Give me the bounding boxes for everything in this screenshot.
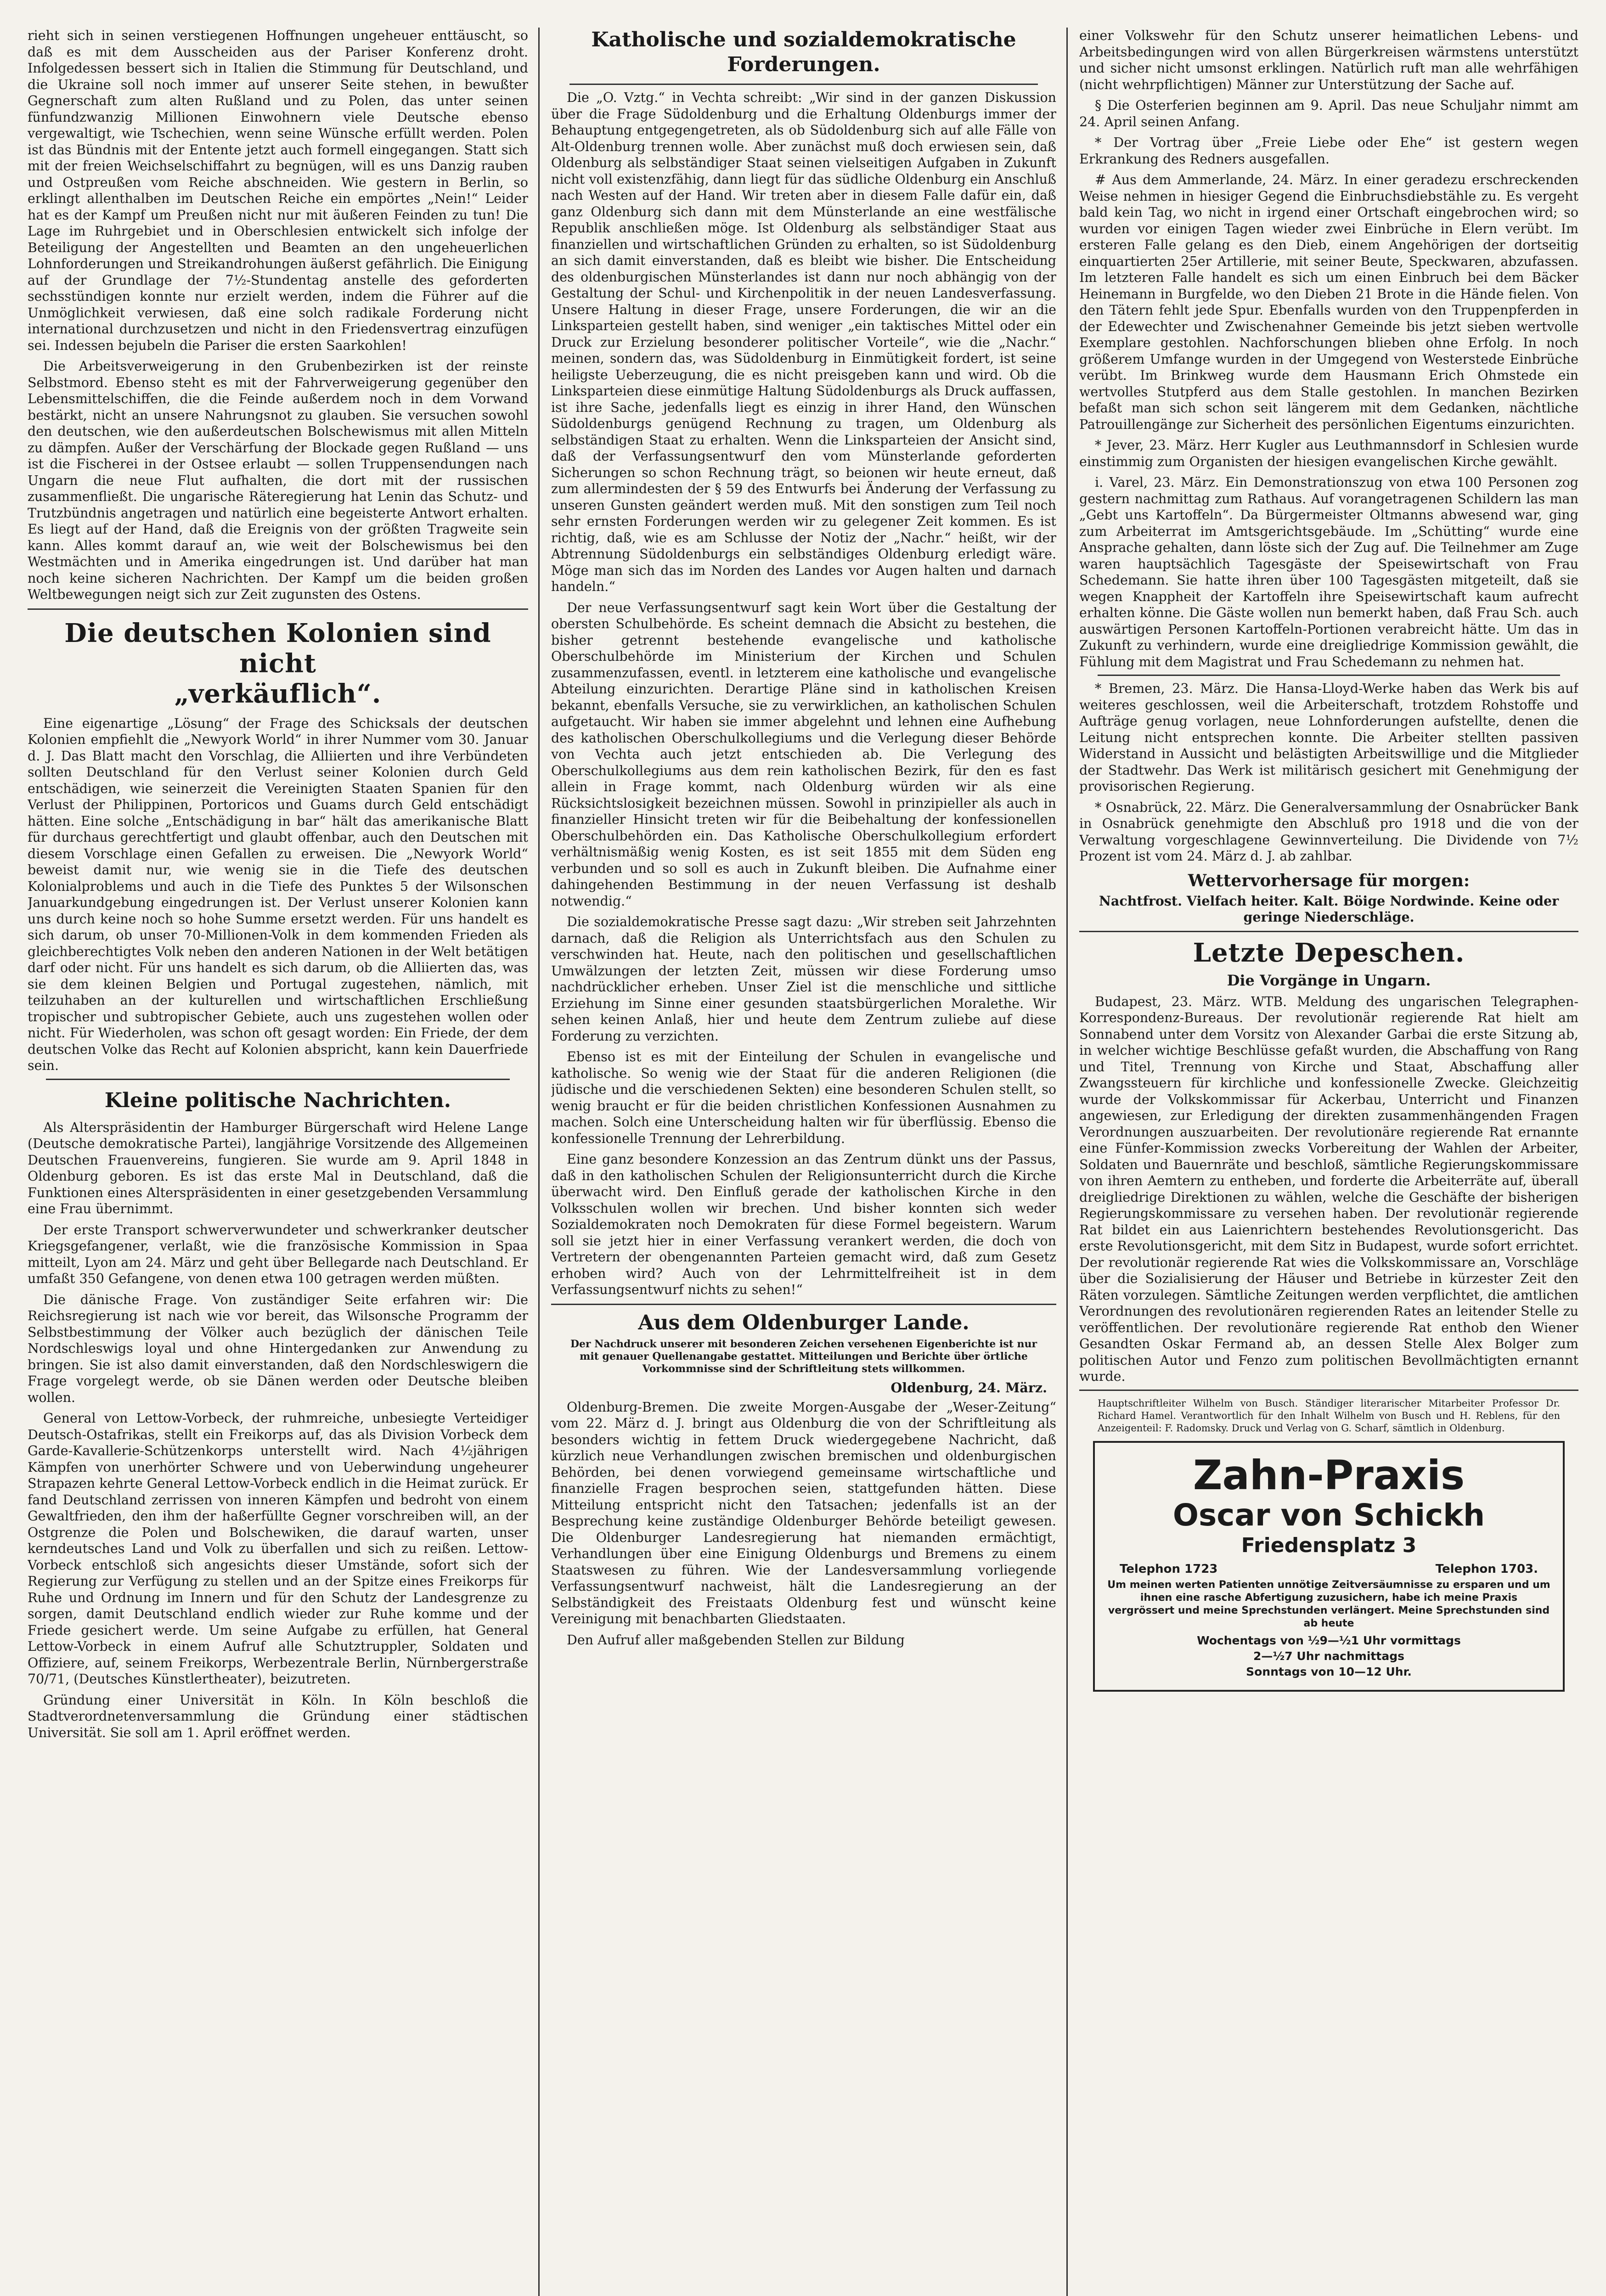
column-divider — [1066, 28, 1068, 2296]
headline-line: „verkäuflich“. — [174, 678, 382, 709]
article-paragraph: Oldenburg-Bremen. Die zweite Morgen-Ausgabe der „Weser-Zeitung“ vom 22. März d. J. bringt aus Oldenburg die von der Schriftleitung als besonders wichtig in fettem Druck wiedergegebene Nachricht, daß kürzlich neue Verhandlungen zwischen bremischen und oldenburgischen Behörden, bei denen vorwiegend gemeinsame wirtschaftliche und finanzielle Fragen besprochen seien, stattgefunden hätten. Diese Mitteilung entspricht nicht den Tatsachen; jedenfalls ist an der Besprechung keine zuständige Oldenburger Behörde beteiligt gewesen. Die Oldenburger Landesregierung hat niemanden ermächtigt, Verhandlungen über eine Einigung Oldenburgs und Bremens zu einem Staatswesen zu führen. Wie der Landesversammlung vorliegende Verfassungsentwurf nachweist, hält die Landesregierung an der Selbständigkeit des Freistaats Oldenburg fest und wünscht keine Vereinigung mit benachbarten Gliedstaaten. — [551, 1399, 1056, 1626]
headline-letzte-depeschen: Letzte Depeschen. — [1193, 937, 1465, 968]
section-divider — [569, 84, 1038, 85]
article-paragraph: i. Varel, 23. März. Ein Demonstrationszug von etwa 100 Personen zog gestern nachmittag zum Rathaus. Auf vorangetragenen Schildern las man „Gebt uns Kartoffeln“. Da Bürgermeister Oltmanns abwesend war, ging zum Arbeiterrat im Amtsgerichtsgebäude. Im „Schütting“ wurde eine Ansprache gehalten, dann löste sich der Zug auf. Die Teilnehmer am Zuge waren hauptsächlich Tagesgäste der Speisewirtschaft von Frau Schedemann. Sie hatte ihren über 100 Tagesgästen mitgeteilt, daß sie wegen Knappheit der Kartoffeln ihre Speisewirtschaft kaum aufrecht erhalten könne. Die Gäste wollen nun bemerkt haben, daß Frau Sch. auch auswärtigen Personen Kartoffeln-Portionen verabreicht hätte. Um das in Zukunft zu verhindern, wurde eine dreigliedrige Kommission gewählt, die Fühlung mit dem Magistrat und Frau Schedemann zu nehmen hat. — [1079, 475, 1578, 670]
column-middle — [551, 28, 1056, 2296]
column-divider — [538, 28, 540, 2296]
headline-oldenburger-lande: Aus dem Oldenburger Lande. — [638, 1311, 969, 1334]
weather-heading: Wettervorhersage für morgen: — [1188, 871, 1470, 890]
column-left — [28, 28, 528, 2296]
article-paragraph: * Osnabrück, 22. März. Die Generalversammlung der Osnabrücker Bank in Osnabrück genehmigte den Abschluß pro 1918 und die von der Verwaltung vorgeschlagene Gewinnverteilung. Die Dividende von 7½ Prozent ist vom 24. März d. J. ab zahlbar. — [1079, 799, 1578, 864]
reprint-note: Der Nachdruck unserer mit besonderen Zeichen versehenen Eigenberichte ist nur mit genauer Quellenangabe gestattet. Mitteilungen und Berichte über örtliche Vorkommnisse sind der Schriftleitung stets willkommen. — [570, 1338, 1037, 1375]
ad-title: Zahn-Praxis — [1193, 1451, 1465, 1499]
newspaper-page — [28, 28, 1578, 2296]
section-divider — [551, 1304, 1056, 1305]
section-divider — [1098, 675, 1560, 676]
section-divider — [28, 608, 528, 610]
article-paragraph: Eine eigenartige „Lösung“ der Frage des Schicksals der deutschen Kolonien empfiehlt die „Newyork World“ in ihrer Nummer vom 30. Januar d. J. Das Blatt macht den Vorschlag, die Alliierten und ihre Verbündeten sollten Deutschland für den Verlust seiner Kolonien durch Geld entschädigen, wie seinerzeit die Vereinigten Staaten Spanien für den Verlust der Philippinen, Portoricos und Guams durch Geld entschädigt hätten. Eine solche „Entschädigung in bar“ hält das amerikanische Blatt für durchaus gerechtfertigt und glaubt offenbar, auch den Deutschen mit diesem Vorschlage einen Gefallen zu erweisen. Die „Newyork World“ beweist damit nur, wie wenig sie in die Tiefe des deutschen Kolonialproblems und auch in die Tiefe des Punktes 5 der Wilsonschen Januarkundgebung eingedrungen ist. Der Verlust unserer Kolonien kann uns durch keine noch so hohe Summe ersetzt werden. Für uns handelt es sich darum, ob unser 70-Millionen-Volk in dem kommenden Frieden als gleichberechtigtes Volk neben den anderen Nationen in der Welt betätigen darf oder nicht. Für uns handelt es sich darum, ob die Alliierten das, was sie dem kleinen Belgien und Portugal zugestehen, nämlich, mit teilzuhaben an der kulturellen und wirtschaftlichen Erschließung tropischer und subtropischer Gebiete, auch uns zugestehen wollen oder nicht. Für Wiederholen, was schon oft gesagt worden: Ein Friede, der dem deutschen Volke das Recht auf Kolonien abspricht, kann kein Dauerfriede sein. — [28, 715, 528, 1073]
ad-hours-line: 2—½7 Uhr nachmittags — [1253, 1649, 1404, 1663]
article-paragraph: Den Aufruf aller maßgebenden Stellen zur Bildung — [567, 1632, 905, 1648]
article-paragraph: § Die Osterferien beginnen am 9. April. Das neue Schuljahr nimmt am 24. April seinen Anfang. — [1079, 98, 1578, 129]
article-paragraph: Als Alterspräsidentin der Hamburger Bürgerschaft wird Helene Lange (Deutsche demokratische Partei), langjährige Vorsitzende des Allgemeinen Deutschen Frauenvereins, fungieren. Sie wurde am 9. April 1848 in Oldenburg geboren. Es ist das erste Mal in Deutschland, daß die Funktionen eines Alterspräsidenten in einer gesetzgebenden Versammlung eine Frau übernimmt. — [28, 1120, 528, 1216]
ad-hours-line: Sonntags von 10—12 Uhr. — [1246, 1665, 1412, 1678]
article-paragraph: Die dänische Frage. Von zuständiger Seite erfahren wir: Die Reichsregierung ist nach wie vor bereit, das Wilsonsche Programm der Selbstbestimmung der Völker auch bezüglich der dänischen Teile Nordschleswigs loyal und ohne Hintergedanken zur Anwendung zu bringen. Sie ist also damit einverstanden, daß den Nordschleswigern die Frage vorgelegt werde, ob sie Dänen werden oder Deutsche bleiben wollen. — [28, 1292, 528, 1405]
article-paragraph: * Jever, 23. März. Herr Kugler aus Leuthmannsdorf in Schlesien wurde einstimmig zum Organisten der hiesigen evangelischen Kirche gewählt. — [1079, 438, 1578, 469]
ad-phone: Telephon 1703. — [1435, 1562, 1538, 1576]
article-paragraph: Budapest, 23. März. WTB. Meldung des ungarischen Telegraphen-Korrespondenz-Bureaus. Der revolutionär regierende Rat hielt am Sonnabend unter dem Vorsitz von Alexander Garbai die erste Sitzung ab, in welcher wichtige Beschlüsse gefaßt wurden, die Abschaffung von Rang und Titel, Trennung von Kirche und Staat, Abschaffung aller Zwangssteuern für kirchliche und konfessionelle Zwecke. Gleichzeitig wurde der Volkskommissar für Ackerbau, Unterricht und Finanzen angewiesen, zur Erledigung der direkten zusammenhängenden Fragen Verordnungen auszuarbeiten. Der revolutionäre regierende Rat ernannte eine Fünfer-Kommission zwecks Vorbereitung der Wahlen der Arbeiter, Soldaten und Bauernräte und beschloß, sämtliche Regierungskommissare von ihren Aemtern zu entheben, und forderte die Arbeiterräte auf, überall dreigliedrige Direktionen zu wählen, welche die Geschäfte der bisherigen Regierungskommissare zu versehen haben. Der revolutionär regierende Rat bildet ein aus Laienrichtern bestehendes Revolutionsgericht. Das erste Revolutionsgericht, mit dem Sitz in Budapest, wurde sofort errichtet. Der revolutionär regierende Rat wies die Volkskommissare an, Vorschläge über die Sozialisierung der Häuser und Betriebe in kürzester Zeit den Räten vorzulegen. Sämtliche Zeitungen werden verpflichtet, die amtlichen Verordnungen des revolutionären regierenden Rates an leitender Stelle zu veröffentlichen. Der revolutionäre regierende Rat enthob den Wiener Gesandten Oskar Fermand ab, an dessen Stelle Alex Bolger zum politischen Autor und Fenzo zum politischen Bevollmächtigten ernannt wurde. — [1079, 994, 1578, 1384]
headline-line: Katholische und sozialdemokratische — [591, 28, 1016, 51]
article-paragraph: * Der Vortrag über „Freie Liebe oder Ehe“ ist gestern wegen Erkrankung des Redners ausgefallen. — [1079, 135, 1578, 167]
section-divider — [1079, 931, 1578, 932]
imprint: Hauptschriftleiter Wilhelm von Busch. Ständiger literarischer Mitarbeiter Professor Dr. Richard Hamel. Verantwortlich für den Inhalt Wilhelm von Busch und H. Reblens, für den Anzeigenteil: F. Radomsky. Druck und Verlag von G. Scharf, sämtlich in Oldenburg. — [1098, 1397, 1560, 1434]
ad-text: Um meinen werten Patienten unnötige Zeitversäumnisse zu ersparen und um ihnen eine rasche Abfertigung zuzusichern, habe ich meine Praxis vergrössert und meine Sprechstunden verlängert. Meine Sprechstunden sind ab heute — [1107, 1579, 1550, 1629]
headline-line: Forderungen. — [727, 53, 880, 76]
article-paragraph: Der neue Verfassungsentwurf sagt kein Wort über die Gestaltung der obersten Schulbehörde. Es scheint demnach die Absicht zu bestehen, die bisher getrennt bestehende evangelische und katholische Oberschulbehörde im Ministerium der Kirchen und Schulen zusammenzufassen, eventl. in letzterem eine katholische und evangelische Abteilung einzurichten. Derartige Pläne sind in katholischen Kreisen bekannt, ebenfalls Versuche, sie zu verwirklichen, an katholischen Schulen aufgetaucht. Wir haben sie immer abgelehnt und lehnen eine Aufhebung des katholischen Oberschulkollegiums und die Verlegung dieser Behörde von Vechta auch jetzt entschieden ab. Die Verlegung des Oberschulkollegiums aus dem rein katholischen Bezirk, für den es fast allein in Frage kommt, nach Oldenburg würden wir als eine Rücksichtslosigkeit bezeichnen müssen. Sowohl in prinzipieller als auch in finanzieller Hinsicht treten wir für die Beibehaltung der konfessionellen Oberschulbehörden ein. Das Katholische Oberschulkollegium erfordert verhältnismäßig wenig Kosten, es ist seit 1855 mit dem Süden eng verbunden und so soll es auch in Zukunft bleiben. Die Aufnahme einer dahingehenden Bestimmung in der neuen Verfassung ist deshalb notwendig.“ — [551, 600, 1056, 909]
article-paragraph: * Bremen, 23. März. Die Hansa-Lloyd-Werke haben das Werk bis auf weiteres geschlossen, weil die Arbeiterschaft, trotzdem Rohstoffe und Aufträge genug vorlagen, neue Lohnforderungen aufstellte, denen die Leitung nicht entsprechen konnte. Die Arbeiter stellten passiven Widerstand in Aussicht und belästigten Arbeitswillige und die Mitglieder der Stadtwehr. Das Werk ist militärisch gesichert mit Genehmigung der provisorischen Regierung. — [1079, 681, 1578, 794]
article-paragraph: Die „O. Vztg.“ in Vechta schreibt: „Wir sind in der ganzen Diskussion über die Frage Südoldenburg und die Erhaltung Oldenburgs immer der Behauptung entgegengetreten, als ob Südoldenburg sich auf alle Fälle von Alt-Oldenburg trennen wolle. Aber zunächst muß doch erwiesen sein, daß Oldenburg als selbständiger Staat seinen vielseitigen Aufgaben in Zukunft nicht voll existenzfähig, dann liegt für das südliche Oldenburg ein Anschluß nach Westen auf der Hand. Wir treten aber in diesem Falle dafür ein, daß ganz Oldenburg sich dann mit dem Münsterlande an eine westfälische Republik anschließen möge. Ist Oldenburg als selbständiger Staat aus finanziellen und wirtschaftlichen Gründen zu erhalten, so ist Südoldenburg an sich damit einverstanden, daß es bleibt wie bisher. Die Entscheidung des oldenburgischen Münsterlandes ist dann nur noch abhängig von der Gestaltung der Schul- und Kirchenpolitik in der neuen Landesverfassung. Unsere Haltung in dieser Frage, unsere Forderungen, die wir an die Linksparteien gestellt haben, sind weniger „ein taktisches Mittel oder ein Druck zur Erzielung besonderer politischer Vorteile“, wie die „Nachr.“ meinen, sondern das, was Südoldenburg in Einmütigkeit fordert, ist seine heiligste Ueberzeugung, die es nicht preisgeben kann und wird. Ob die Linksparteien diese einmütige Haltung Südoldenburgs als Druck auffassen, ist ihre Sache, jedenfalls liegt es einzig in ihrer Hand, den Wünschen Südoldenburgs genügend Rechnung zu tragen, um Oldenburg als selbständigen Staat zu erhalten. Wenn die Linksparteien der Ansicht sind, daß der Verfassungsentwurf den vom Münsterlande geforderten Sicherungen so schon Rechnung trägt, so beionen wir heute erneut, daß zum allermindesten der § 59 des Entwurfs bei Änderung der Verfassung zu unseren Gunsten geändert werden muß. Mit den sonstigen zum Teil noch sehr ernsten Forderungen werden wir zu gelegener Zeit kommen. Es ist richtig, daß, wie es am Schlusse der Notiz der „Nachr.“ heißt, wir der Abtrennung Südoldenburgs ein selbständiges Oldenburg erledigt wäre. Möge man sich das im Norden des Landes vor Augen halten und darnach handeln.“ — [551, 90, 1056, 594]
ad-address: Friedensplatz 3 — [1241, 1533, 1417, 1557]
ad-hours-line: Wochentags von ½9—½1 Uhr vormittags — [1197, 1633, 1461, 1647]
headline-kleine-nachrichten: Kleine politische Nachrichten. — [104, 1088, 451, 1112]
article-paragraph: einer Volkswehr für den Schutz unserer heimatlichen Lebens- und Arbeitsbedingungen wird von allen Bürgerkreisen wärmstens unterstützt und sicher nicht umsonst erklingen. Natürlich ruft man alle wehrfähigen (nicht wehrpflichtigen) Männer zur Unterstützung der Sache auf. — [1079, 28, 1578, 92]
section-divider — [46, 1079, 510, 1080]
article-paragraph: Gründung einer Universität in Köln. In Köln beschloß die Stadtverordnetenversammlung die Gründung einer städtischen Universität. Sie soll am 1. April eröffnet werden. — [28, 1692, 528, 1740]
headline-katholische-forderungen — [551, 28, 1056, 77]
article-paragraph: Der erste Transport schwerverwundeter und schwerkranker deutscher Kriegsgefangener, verlaßt, wie die französische Kommission in Spaa mitteilt, Lyon am 24. März und geht über Bellegarde nach Deutschland. Er umfaßt 350 Gefangene, von denen etwa 100 getragen werden müßten. — [28, 1222, 528, 1286]
imprint-box — [1079, 1390, 1578, 1435]
article-paragraph: Die sozialdemokratische Presse sagt dazu: „Wir streben seit Jahrzehnten darnach, daß die Religion als Unterrichtsfach aus den Schulen zu verschwinden hat. Heute, nach den politischen und gesellschaftlichen Umwälzungen der letzten Zeit, müssen wir diese Forderung umso nachdrücklicher erheben. Unser Ziel ist die menschliche und sittliche Erziehung im Sinne einer gesunden staatsbürgerlichen Moralethe. Wir sehen keinen Anlaß, hier und heute dem Zentrum zuliebe auf diese Forderung zu verzichten. — [551, 914, 1056, 1044]
headline-line: Die deutschen Kolonien sind nicht — [64, 618, 491, 679]
ad-hours — [1106, 1633, 1552, 1680]
advertisement-zahn-praxis — [1093, 1441, 1565, 1692]
headline-kolonien — [28, 618, 528, 709]
article-paragraph: rieht sich in seinen verstiegenen Hoffnungen ungeheuer enttäuscht, so daß es mit dem Ausscheiden aus der Pariser Konferenz droht. Infolgedessen bessert sich in Italien die Stimmung für Deutschland, und die Ukraine soll noch immer auf unserer Seite stehen, in bewußter Gegnerschaft zum alten Rußland und zu Polen, das unter seinen fünfundzwanzig Millionen Einwohnern viele Deutsche ebenso vergewaltigt, wie Tschechien, wenn seine Wünsche erfüllt werden. Polen ist das Bündnis mit der Entente jetzt auch formell eingegangen. Statt sich mit der freien Weichselschiffahrt zu begnügen, will es uns Danzig rauben und Ostpreußen vom Reiche abschneiden. Wie gestern in Berlin, so erklingt allenthalben im Deutschen Reiche ein empörtes „Nein!“ Leider hat es der Kampf um Preußen nicht nur mit äußeren Feinden zu tun! Die Lage im Ruhrgebiet und in Oberschlesien entwickelt sich infolge der Beteiligung der Angestellten und Beamten an den ungeheuerlichen Lohnforderungen und Streikandrohungen äußerst gefährlich. Die Einigung auf der Grundlage der 7½-Stundentag anstelle des geforderten sechsstündigen konnte nur erzielt werden, indem die Führer auf die Unmöglichkeit verwiesen, daß eine solch radikale Forderung nicht international durchzusetzen und nicht in den Friedensvertrag einzufügen sei. Indessen bejubeln die Pariser die ersten Saarkohlen! — [28, 28, 528, 353]
weather-forecast: Nachtfrost. Vielfach heiter. Kalt. Böige Nordwinde. Keine oder geringe Niederschläge. — [1099, 893, 1559, 925]
subheadline: Die Vorgänge in Ungarn. — [1227, 971, 1431, 989]
dateline: Oldenburg, 24. März. — [890, 1379, 1047, 1396]
column-right — [1079, 28, 1578, 2296]
ad-phone: Telephon 1723 — [1120, 1562, 1218, 1576]
article-paragraph: Ebenso ist es mit der Einteilung der Schulen in evangelische und katholische. So wenig wie der Staat für die anderen Religionen (die jüdische und die verschiedenen Sekten) eine besonderen Schulen stellt, so wenig braucht er für die beiden christlichen Konfessionen Ausnahmen zu machen. Solch eine Unterscheidung halten wir für überflüssig. Ebenso die konfessionelle Trennung der Lehrerbildung. — [551, 1049, 1056, 1146]
article-paragraph: Die Arbeitsverweigerung in den Grubenbezirken ist der reinste Selbstmord. Ebenso steht es mit der Fahrverweigerung gegenüber den Lebensmittelschiffen, die die Feinde außerdem noch in dem Vorwand bestärkt, nicht an unsere Nahrungsnot zu glauben. Sie versuchen sowohl den deutschen, wie den außerdeutschen Bolschewismus mit allen Mitteln zu dämpfen. Außer der Verschärfung der Blockade gegen Rußland — uns ist die Fischerei in der Ostsee erlaubt — sollen Truppensendungen nach Ungarn die neue Flut aufhalten, die dort mit der russischen zusammenfließt. Die ungarische Räteregierung hat Lenin das Schutz- und Trutzbündnis angetragen und natürlich eine begeisterte Antwort erhalten. Es liegt auf der Hand, daß die Ereignis von der größten Tragweite sein kann. Alles kommt darauf an, wie weit der Bolschewismus bei den Westmächten und in Amerika eingedrungen ist. Und darüber hat man noch keine sicheren Nachrichten. Der Kampf um die beiden großen Weltbewegungen neigt sich zur Zeit zugunsten des Ostens. — [28, 359, 528, 602]
article-paragraph: Eine ganz besondere Konzession an das Zentrum dünkt uns der Passus, daß in den katholischen Schulen der Religionsunterricht durch die Kirche überwacht wird. Den Einfluß gerade der katholischen Kirche in den Volksschulen wollen wir brechen. Und bisher konnten sich weder Sozialdemokraten noch Demokraten für diese Formel begeistern. Warum soll sie jetzt hier in einer Verfassung verankert werden, die doch von Vertretern der obengenannten Parteien gemacht wird, daß zum Gesetz erhoben wird? Auch von der Lehrmittelfreiheit ist in dem Verfassungsentwurf nichts zu sehen!“ — [551, 1152, 1056, 1297]
article-paragraph: General von Lettow-Vorbeck, der ruhmreiche, unbesiegte Verteidiger Deutsch-Ostafrikas, stellt ein Freikorps auf, das als Division Vorbeck dem Garde-Kavallerie-Schützenkorps unterstellt wird. Nach 4½jährigen Kämpfen von unerhörter Schwere und von Ueberwindung ungeheurer Strapazen kehrte General Lettow-Vorbeck endlich in die Heimat zurück. Er fand Deutschland zerrissen von inneren Kämpfen und bedroht von einem Gewaltfrieden, den ihm der haßerfüllte Gegner vorschreiben will, an der Ostgrenze die Polen und Bolschewiken, die darauf warten, unser kerndeutsches Land und Volk zu überfallen und sich zu reißen. Lettow-Vorbeck entschloß sich angesichts dieser Umstände, sofort sich der Regierung zur Verfügung zu stellen und an der Spitze eines Freikorps für Ruhe und Ordnung im Innern und für den Schutz der Landesgrenze zu sorgen, damit Deutschland endlich wieder zur Ruhe komme und der Friede gesichert werde. Um seine Aufgabe zu erfüllen, hat General Lettow-Vorbeck in einem Aufruf alle Schutztruppler, Soldaten und Offiziere, auf, seinem Freikorps, Werbezentrale Berlin, Nürnbergerstraße 70/71, (Deutsches Künstlertheater), beizutreten. — [28, 1411, 528, 1687]
ad-name: Oscar von Schickh — [1172, 1497, 1485, 1533]
article-paragraph: # Aus dem Ammerlande, 24. März. In einer geradezu erschreckenden Weise nehmen in hiesiger Gegend die Einbruchsdiebstähle zu. Es vergeht bald kein Tag, wo nicht in irgend einer Ortschaft eingebrochen wird; so wurden vor einigen Tagen wieder zwei Einbrüche in Elern verübt. Im ersteren Falle gelang es den Dieb, einem Angehörigen der dortseitig einquartierten 25er Artillerie, mit seiner Beute, Speckwaren, abzufassen. Im letzteren Falle handelt es sich um einen Einbruch bei dem Bäcker Heinemann in Burgfelde, wo den Dieben 21 Brote in die Hände fielen. Von den Tätern fehlt jede Spur. Ebenfalls wurden von den Truppenpferden in der Edewechter und Zwischenahner Gemeinde bis jetzt sieben wertvolle Exemplare gestohlen. Nachforschungen blieben ohne Erfolg. In noch größerem Umfange wurden in der Umgegend von Westerstede Einbrüche verübt. Im Brinkweg wurde dem Hausmann Erich Ohmstede ein wertvolles Stutpferd aus dem Stalle gestohlen. In manchen Bezirken befaßt man sich schon seit längerem mit dem Gedanken, nächtliche Patrouillengänge zur Sicherheit des persönlichen Eigentums einzurichten. — [1079, 172, 1578, 432]
ad-phones — [1120, 1562, 1538, 1576]
